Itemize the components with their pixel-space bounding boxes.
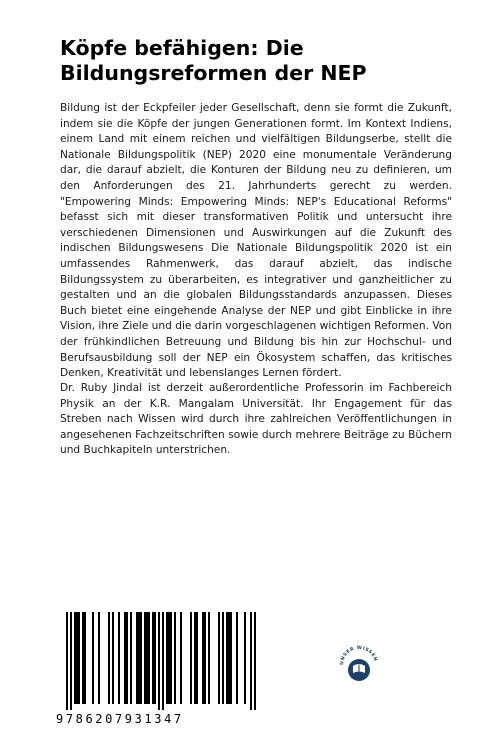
barcode-bar [82, 612, 84, 704]
barcode-bar [174, 612, 176, 704]
barcode-bar [162, 612, 164, 710]
barcode-bar [126, 612, 128, 704]
barcode-bar [196, 612, 198, 704]
barcode-bar [158, 612, 160, 710]
barcode-bar [208, 612, 210, 704]
barcode-bar [226, 612, 228, 704]
barcode-bar [74, 612, 76, 704]
isbn-barcode [56, 610, 256, 740]
barcode-bar [204, 612, 206, 704]
barcode-bar [124, 612, 126, 704]
barcode-bar [112, 612, 114, 704]
title-line-1: Köpfe befähigen: Die [60, 36, 304, 60]
barcode-bar [170, 612, 172, 704]
barcode-bar [194, 612, 196, 704]
barcode-bar [108, 612, 110, 704]
barcode-bar [144, 612, 146, 704]
barcode-bar [98, 612, 100, 704]
publisher-logo-text: UNSER WISSEN [339, 645, 378, 666]
barcode-bar [218, 612, 220, 704]
barcode-bar [78, 612, 80, 704]
barcode-bar [136, 612, 138, 704]
barcode-bar [180, 612, 182, 704]
barcode-bar [146, 612, 148, 704]
barcode-bar [190, 612, 192, 704]
barcode-bar [202, 612, 204, 704]
publisher-logo-icon [334, 640, 384, 690]
barcode-bar [228, 612, 230, 704]
barcode-bar [76, 612, 78, 704]
barcode-bar [152, 612, 154, 704]
barcode-bar [230, 612, 232, 704]
barcode-bar [154, 612, 156, 704]
barcode-bar [66, 612, 68, 710]
barcode-bar [130, 612, 132, 704]
book-title [60, 36, 450, 86]
barcode-bar [166, 612, 168, 704]
barcode-bar [92, 612, 94, 704]
barcode-bar [254, 612, 256, 710]
barcode-bar [138, 612, 140, 704]
barcode-bar [236, 612, 238, 704]
book-blurb: Bildung ist der Eckpfeiler jeder Gesellschaft, denn sie formt die Zukunft, indem sie die Köpfe der jungen Generationen formt. Im Kontext Indiens, einem Land mit einem reichen und vielfältigen Bildungserbe, stellt die Nationale Bildungspolitik (NEP) 2020 eine monumentale Veränderung dar, die darauf abzielt, die Konturen der Bildung neu zu definieren, um den Anforderungen des 21. Jahrhunderts gerecht zu werden. "Empowering Minds: Empowering Minds: NEP's Educational Reforms" befasst sich mit dieser transformativen Politik und untersucht ihre verschiedenen Dimensionen und Auswirkungen auf die Zukunft des indischen Bildungswesens Die Nationale Bildungspolitik 2020 ist ein umfassendes Rahmenwerk, das darauf abzielt, das indische Bildungssystem zu überarbeiten, es integrativer und ganzheitlicher zu gestalten und an die globalen Bildungsstandards anzupassen. Dieses Buch bietet eine eingehende Analyse der NEP und gibt Einblicke in ihre Vision, ihre Ziele und die darin vorgeschlagenen wichtigen Reformen. Von der frühkindlichen Betreuung und Bildung bis hin zur Hochschul- und Berufsausbildung soll der NEP ein Ökosystem schaffen, das kritisches Denken, Kreativität und lebenslanges Lernen fördert. [60, 102, 452, 380]
barcode-bar [118, 612, 120, 704]
barcode-bar [140, 612, 142, 704]
barcode-bar [250, 612, 252, 710]
barcode-bar [244, 612, 246, 704]
title-line-2: Bildungsreformen der NEP [60, 61, 367, 85]
barcode-bar [222, 612, 224, 704]
isbn-digits: 9786207931347 [56, 712, 184, 726]
author-bio: Dr. Ruby Jindal ist derzeit außerordentliche Professorin im Fachbereich Physik an der K.R. Mangalam Universität. Ihr Engagement für das Streben nach Wissen wird durch ihre zahlreichen Veröffentlichungen in angesehenen Fachzeitschriften sowie durch mehrere Beiträge zu Büchern und Buchkapiteln unterstrichen. [60, 382, 452, 457]
barcode-bar [168, 612, 170, 704]
barcode-bar [148, 612, 150, 704]
barcode-bar [70, 612, 72, 710]
barcode-bars [56, 610, 256, 710]
barcode-bar [84, 612, 86, 704]
